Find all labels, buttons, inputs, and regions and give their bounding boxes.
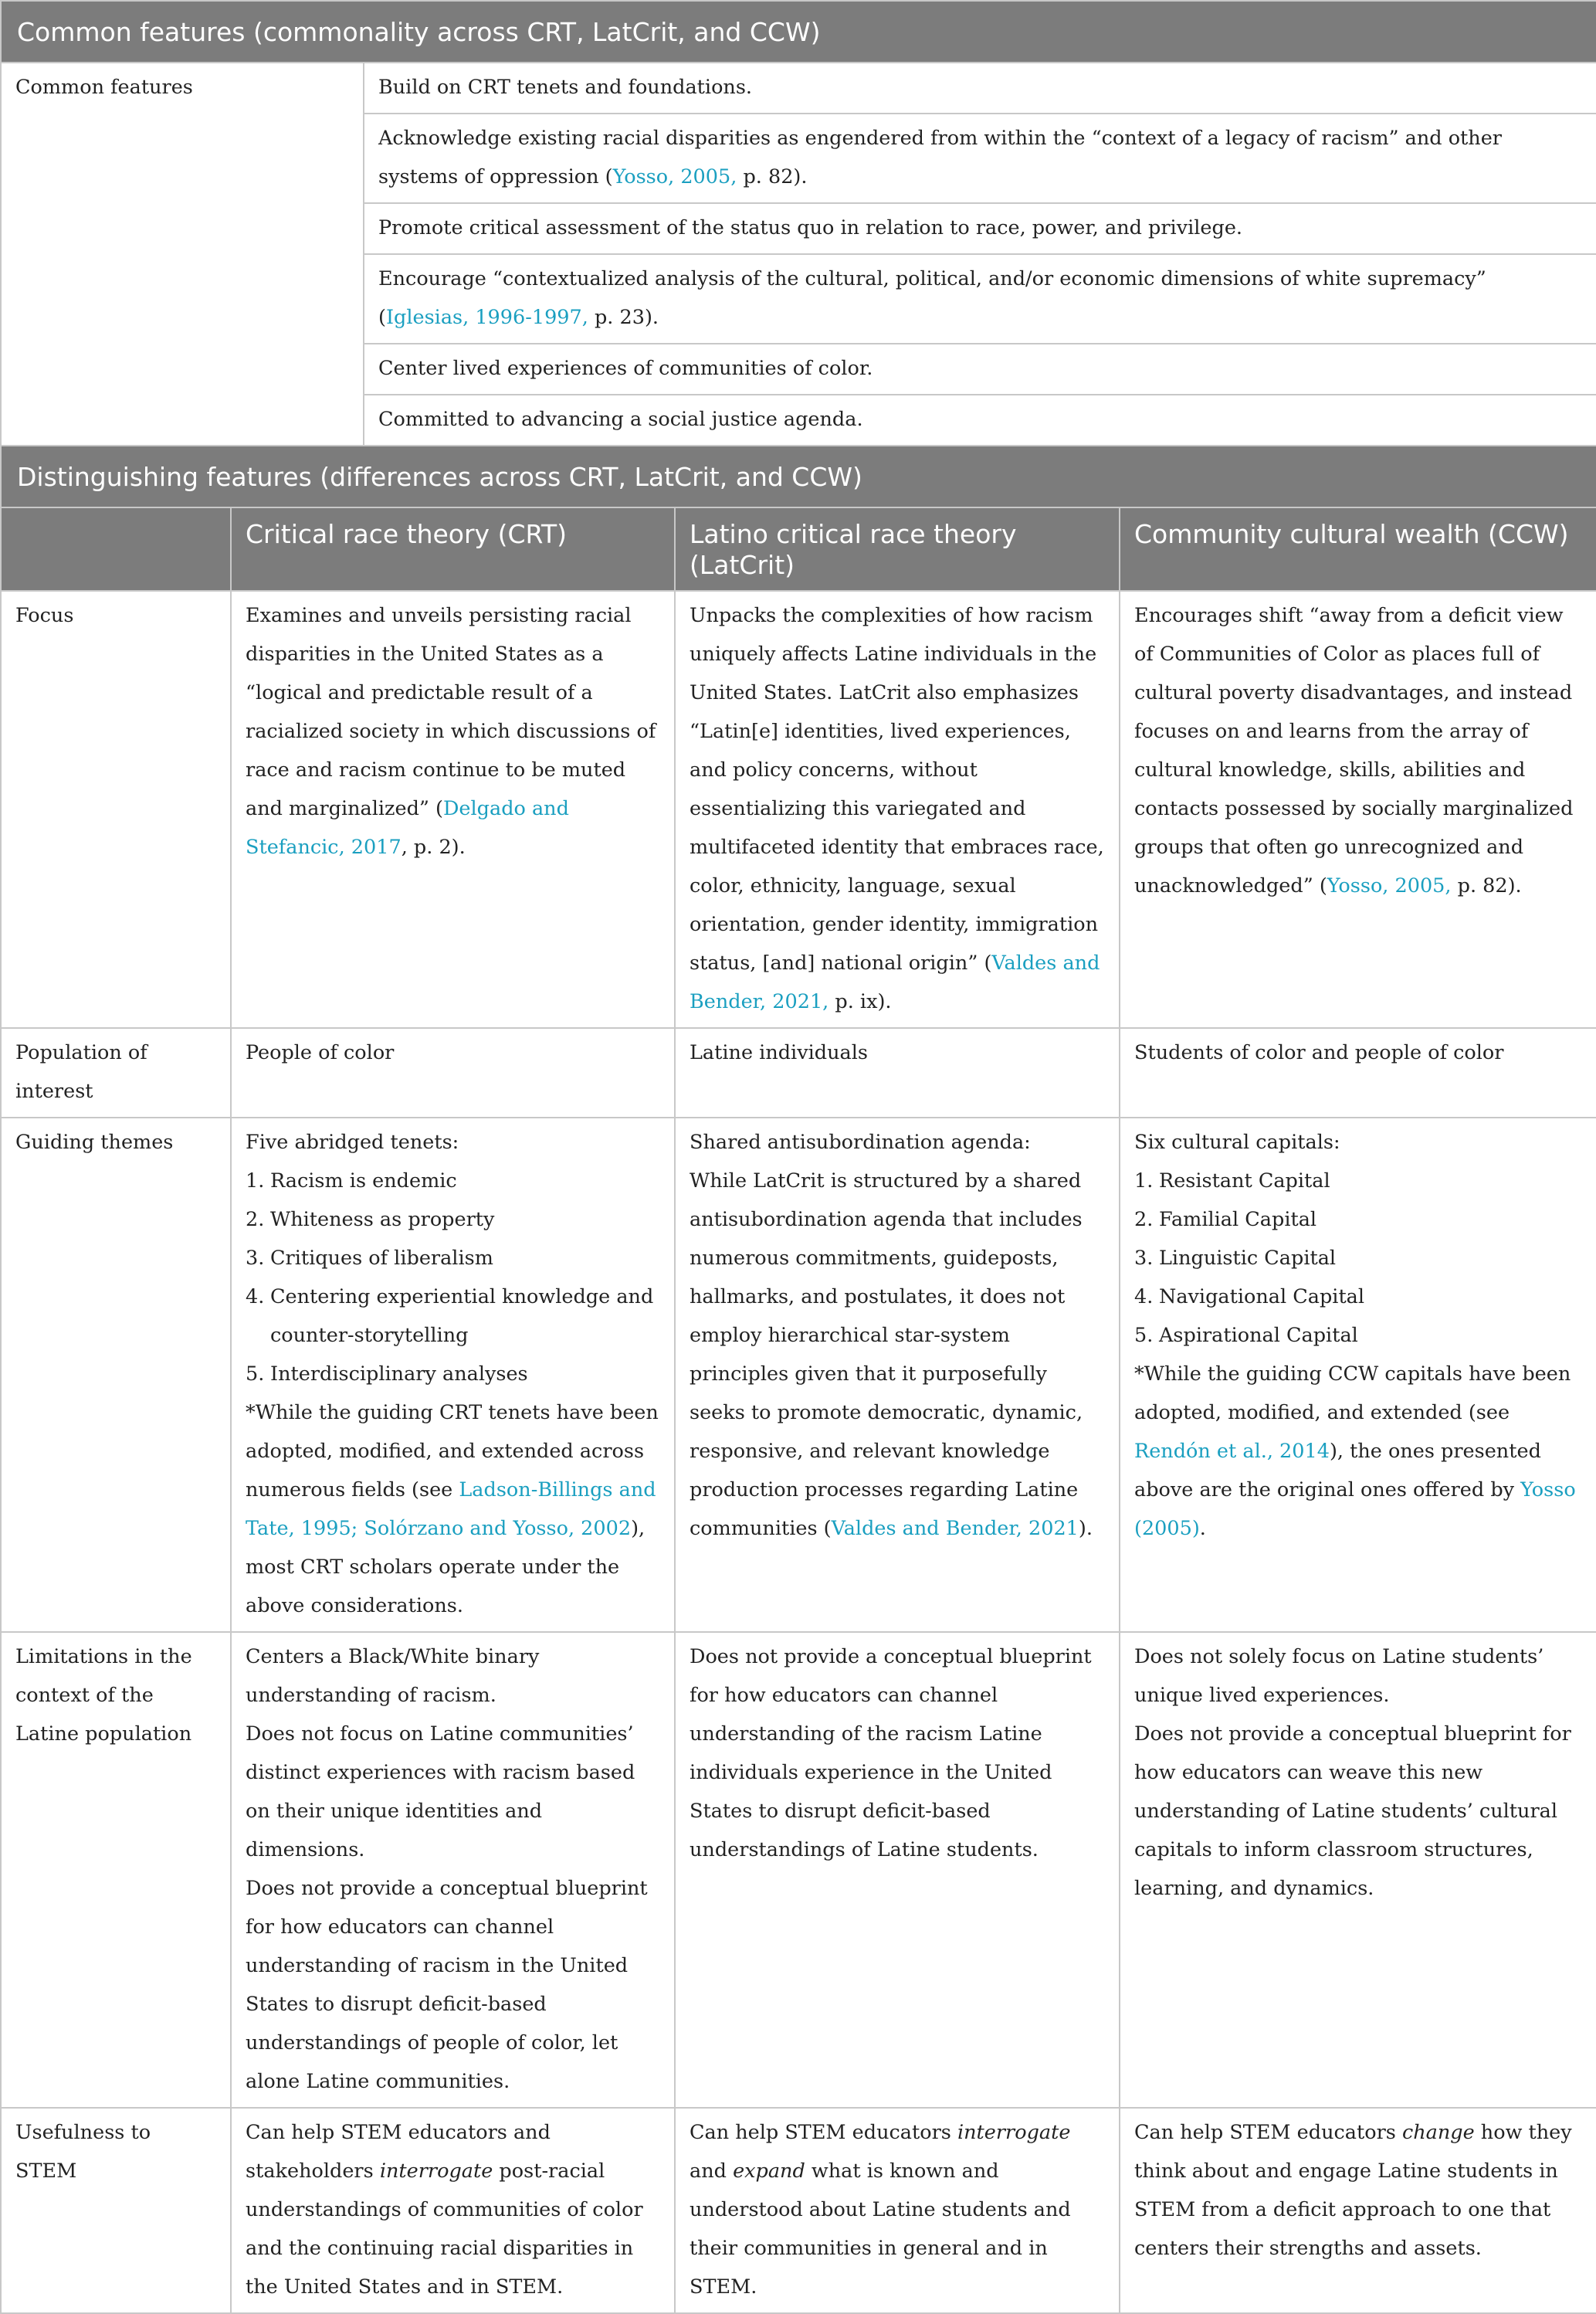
usefulness-latcrit: Can help STEM educators interrogate and expand what is known and understood about Latine students and their communities in general and in STEM.: [675, 2108, 1120, 2313]
limitations-crt: Centers a Black/White binary understanding of racism. Does not focus on Latine communities’ distinct experiences with racism based on their unique identities and dimensions. Does not provide a conceptual blueprint for how educators can channel understanding of racism in the United States to disrupt deficit-based understandings of people of color, let alone Latine communities.: [231, 1632, 675, 2108]
guiding-latcrit: Shared antisubordination agenda: While LatCrit is structured by a shared antisubordination agenda that includes numerous commitments, guideposts, hallmarks, and postulates, it does not employ hierarchical star-system principles given that it purposefully seeks to promote democratic, dynamic, responsive, and relevant knowledge production processes regarding Latine communities (Valdes and Bender, 2021).: [675, 1118, 1120, 1632]
common-features-table: [0, 0, 1596, 446]
focus-latcrit: Unpacks the complexities of how racism uniquely affects Latine individuals in the United States. LatCrit also emphasizes “Latin[e] identities, lived experiences, and policy concerns, without essentializing this variegated and multifaceted identity that embraces race, color, ethnicity, language, sexual orientation, gender identity, immigration status, [and] national origin” (Valdes and Bender, 2021, p. ix).: [675, 591, 1120, 1028]
citation-link[interactable]: Yosso, 2005,: [612, 165, 737, 188]
row-label-guiding-themes: Guiding themes: [1, 1118, 231, 1632]
citation-link[interactable]: Yosso, 2005,: [1327, 874, 1452, 897]
row-label-population: Population of interest: [1, 1028, 231, 1118]
list-item: 2. Whiteness as property: [246, 1208, 495, 1231]
common-features-label: Common features: [1, 63, 364, 446]
row-label-focus: Focus: [1, 591, 231, 1028]
list-item: 1. Racism is endemic: [246, 1169, 457, 1193]
distinguishing-features-header: Distinguishing features (differences across CRT, LatCrit, and CCW): [1, 446, 1596, 507]
focus-ccw: Encourages shift “away from a deficit view of Communities of Color as places full of cultural poverty disadvantages, and instead focuses on and learns from the array of cultural knowledge, skills, abilities and contacts possessed by socially marginalized groups that often go unrecognized and unacknowledged” (Yosso, 2005, p. 82).: [1120, 591, 1596, 1028]
citation-link[interactable]: Iglesias, 1996-1997,: [385, 306, 588, 329]
column-header-crt: Critical race theory (CRT): [231, 507, 675, 591]
common-row-3: Promote critical assessment of the status quo in relation to race, power, and privilege.: [364, 203, 1596, 254]
common-row-5: Center lived experiences of communities of color.: [364, 344, 1596, 395]
guiding-crt: Five abridged tenets: 1. Racism is endemic 2. Whiteness as property 3. Critiques of liberalism 4. Centering experiential knowledge and counter-storytelling 5. Interdisciplinary analyses *While the guiding CRT tenets have been adopted, modified, and extended across numerous fields (see Ladson-Billings and Tate, 1995; Solórzano and Yosso, 2002), most CRT scholars operate under the above considerations.: [231, 1118, 675, 1632]
list-item: 3. Linguistic Capital: [1134, 1247, 1337, 1270]
list-item: 2. Familial Capital: [1134, 1208, 1317, 1231]
common-row-2: Acknowledge existing racial disparities as engendered from within the “context of a legacy of racism” and other systems of oppression (Yosso, 2005, p. 82).: [364, 114, 1596, 203]
guiding-ccw: Six cultural capitals: 1. Resistant Capital 2. Familial Capital 3. Linguistic Capital 4. Navigational Capital 5. Aspirational Capital *While the guiding CCW capitals have been adopted, modified, and extended (see Rendón et al., 2014), the ones presented above are the original ones offered by Yosso (2005).: [1120, 1118, 1596, 1632]
citation-link[interactable]: Valdes and Bender, 2021,: [690, 952, 1100, 1013]
column-header-ccw: Community cultural wealth (CCW): [1120, 507, 1596, 591]
common-row-1: Build on CRT tenets and foundations.: [364, 63, 1596, 114]
usefulness-crt: Can help STEM educators and stakeholders interrogate post-racial understandings of communities of color and the continuing racial disparities in the United States and in STEM.: [231, 2108, 675, 2313]
common-row-4: Encourage “contextualized analysis of the cultural, political, and/or economic dimensions of white supremacy” (Iglesias, 1996-1997, p. 23).: [364, 254, 1596, 344]
list-item: 1. Resistant Capital: [1134, 1169, 1330, 1193]
column-header-empty: [1, 507, 231, 591]
limitations-ccw: Does not solely focus on Latine students’ unique lived experiences. Does not provide a conceptual blueprint for how educators can weave this new understanding of Latine students’ cultural capitals to inform classroom structures, learning, and dynamics.: [1120, 1632, 1596, 2108]
focus-crt: Examines and unveils persisting racial disparities in the United States as a “logical and predictable result of a racialized society in which discussions of race and racism continue to be muted and marginalized” (Delgado and Stefancic, 2017, p. 2).: [231, 591, 675, 1028]
population-latcrit: Latine individuals: [675, 1028, 1120, 1118]
distinguishing-features-table: [0, 445, 1596, 2314]
list-item: 4. Centering experiential knowledge and counter-storytelling: [246, 1285, 654, 1347]
list-item: 5. Interdisciplinary analyses: [246, 1362, 528, 1386]
row-label-usefulness: Usefulness to STEM: [1, 2108, 231, 2313]
common-features-header: Common features (commonality across CRT, LatCrit, and CCW): [1, 1, 1596, 63]
usefulness-ccw: Can help STEM educators change how they think about and engage Latine students in STEM from a deficit approach to one that centers their strengths and assets.: [1120, 2108, 1596, 2313]
row-label-limitations: Limitations in the context of the Latine population: [1, 1632, 231, 2108]
column-header-latcrit: Latino critical race theory (LatCrit): [675, 507, 1120, 591]
citation-link[interactable]: Rendón et al., 2014: [1134, 1440, 1330, 1463]
common-row-6: Committed to advancing a social justice agenda.: [364, 395, 1596, 446]
population-crt: People of color: [231, 1028, 675, 1118]
list-item: 5. Aspirational Capital: [1134, 1324, 1358, 1347]
limitations-latcrit: Does not provide a conceptual blueprint for how educators can channel understanding of the racism Latine individuals experience in the United States to disrupt deficit-based understandings of Latine students.: [675, 1632, 1120, 2108]
citation-link[interactable]: Delgado and Stefancic, 2017: [246, 797, 569, 859]
citation-link[interactable]: Ladson-Billings and Tate, 1995; Solórzano and Yosso, 2002: [246, 1478, 656, 1540]
citation-link[interactable]: Yosso (2005): [1134, 1478, 1576, 1540]
list-item: 3. Critiques of liberalism: [246, 1247, 493, 1270]
population-ccw: Students of color and people of color: [1120, 1028, 1596, 1118]
citation-link[interactable]: Valdes and Bender, 2021: [831, 1517, 1079, 1540]
list-item: 4. Navigational Capital: [1134, 1285, 1365, 1308]
